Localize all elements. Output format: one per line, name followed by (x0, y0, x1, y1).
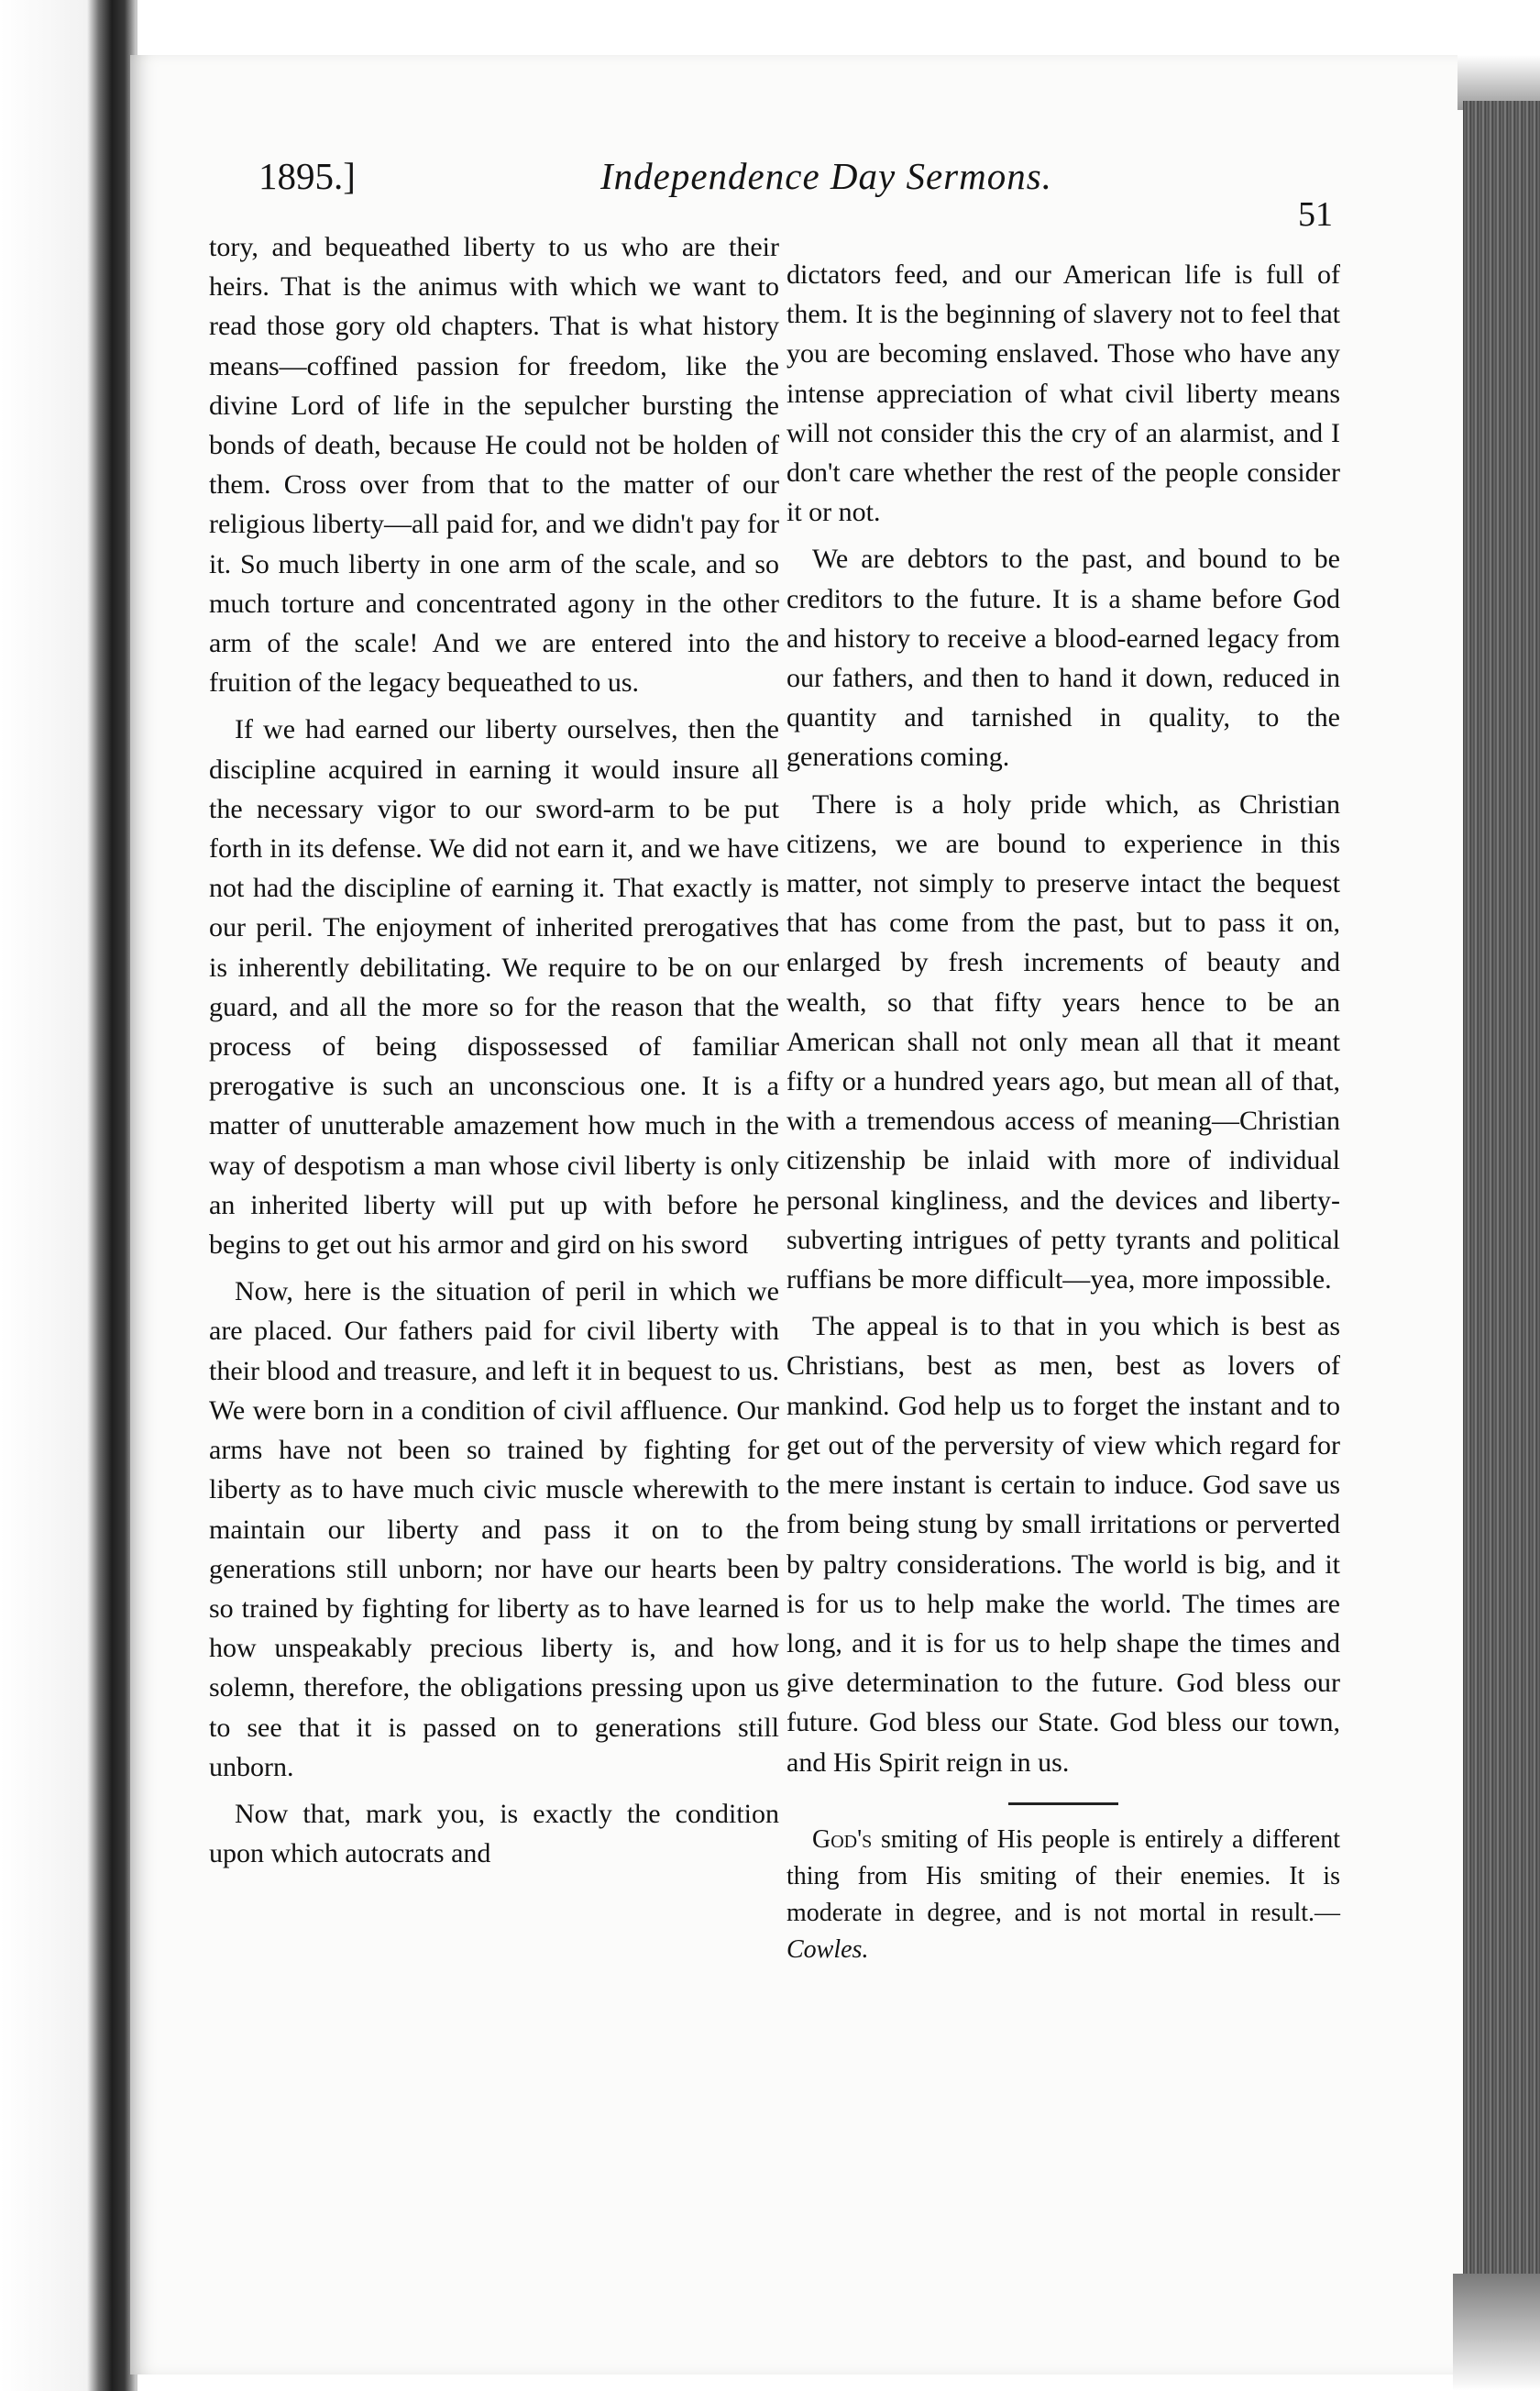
page-stack-edge (1463, 101, 1540, 2283)
page-stack-edge-bottom (1453, 2274, 1540, 2391)
paragraph: Now, here is the situation of peril in which we are placed. Our fathers paid for civil liberty with their blood and treasure, and left it in bequest to us. We were born in a condition of civil affluence. Our arms have not been so trained by fighting for liberty as to have much civic muscle wherewith to maintain our liberty and pass it on to the generations still unborn; nor have our hearts been so trained by fighting for liberty as to have learned how unspeakably precious liberty is, and how solemn, therefore, the obligations pressing upon us to see that it is passed on to generations still unborn. (209, 1276, 779, 1782)
epigraph (786, 1822, 1340, 1968)
paragraph: The appeal is to that in you which is best as Christians, best as men, best as lovers of mankind. God help us to forget the instant and to get out of the perversity of view which regard for the mere instant is certain to induce. God save us from being stung by small irritations or perverted by paltry considerations. The world is big, and it is for us to help make the world. The times are long, and it is for us to help shape the times and give determination to the future. God bless our future. God bless our State. God bless our town, and His Spirit reign in us. (786, 1311, 1340, 1778)
epigraph-attribution: Cowles. (786, 1934, 869, 1964)
running-title: Independence Day Sermons. (600, 155, 1052, 197)
epigraph-lead: God's (812, 1824, 873, 1854)
paragraph: We are debtors to the past, and bound to be creditors to the future. It is a shame before God and history to receive a blood-earned legacy from our fathers, and then to hand it down, reduced in quantity and tarnished in quality, to the generations coming. (786, 544, 1340, 773)
paragraph: There is a holy pride which, as Christian citizens, we are bound to experience in this matter, not simply to preserve intact the bequest that has come from the past, but to pass it on, enlarged by fresh increments of beauty and wealth, so that fifty years hence to be an American shall not only mean all that it meant fifty or a hundred years ago, but mean all of that, with a tremendous access of meaning—Christian citizenship be inlaid with more of individual personal kingliness, and the devices and liberty-subverting intrigues of petty tyrants and political ruffians be more difficult—yea, more impossible. (786, 788, 1340, 1295)
epigraph-text: smiting of His people is entirely a different thing from His smiting of their enemies. It is moderate in degree, and is not mortal in result.— (786, 1824, 1340, 1927)
paragraph: tory, and bequeathed liberty to us who are their heirs. That is the animus with which we want to read those gory old chapters. That is what history means—coffined passion for freedom, like the divine Lord of life in the sepulcher bursting the bonds of death, because He could not be holden of them. Cross over from that to the matter of our religious liberty—all paid for, and we didn't pay for it. So much liberty in one arm of the scale, and so much torture and concentrated agony in the other arm of the scale! And we are entered into the fruition of the legacy bequeathed to us. (209, 232, 779, 699)
section-divider (1008, 1802, 1118, 1805)
page-number: 51 (1298, 195, 1333, 234)
paragraph: Now that, mark you, is exactly the condition upon which autocrats and (209, 1798, 779, 1869)
left-column (209, 227, 779, 1880)
header-year: 1895.] (258, 155, 356, 197)
paragraph: If we had earned our liberty ourselves, then the discipline acquired in earning it would insure all the necessary vigor to our sword-arm to be put forth in its defense. We did not earn it, and we have not had the discipline of earning it. That exactly is our peril. The enjoyment of inherited prerogatives is inherently debilitating. We require to be on our guard, and all the more so for the reason that the process of being dispossessed of familiar prerogative is such an unconscious one. It is a matter of unutterable amazement how much in the way of despotism a man whose civil liberty is only an inherited liberty will put up with before he begins to get out his armor and gird on his sword (209, 714, 779, 1261)
paragraph: dictators feed, and our American life is full of them. It is the beginning of slavery not to feel that you are becoming enslaved. Those who have any intense appreciation of what civil liberty means will not consider this the cry of an alarmist, and I don't care whether the rest of the people consider it or not. (786, 259, 1340, 528)
book-gutter (0, 0, 138, 2391)
right-column (786, 255, 1340, 1976)
